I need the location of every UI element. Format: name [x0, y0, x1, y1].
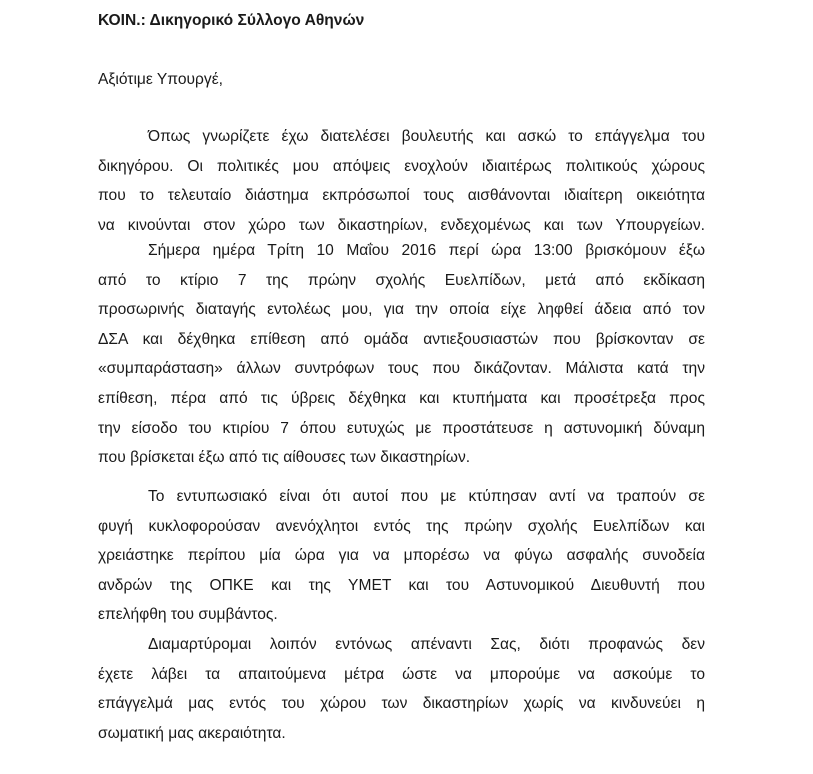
- text-line: προσωρινής διαταγής εντολέως μου, για την οποία είχε ληφθεί άδεια από τον: [98, 301, 705, 319]
- cc-line: ΚΟΙΝ.: Δικηγορικό Σύλλογο Αθηνών: [98, 12, 365, 29]
- salutation: Αξιότιμε Υπουργέ,: [98, 71, 224, 88]
- text-line: χρειάστηκε περίπου μία ώρα για να μπορέσω να φύγω ασφαλής συνοδεία: [98, 547, 705, 565]
- text-line: «συμπαράσταση» άλλων συντρόφων τους που δικάζονταν. Μάλιστα κατά την: [98, 360, 705, 378]
- text-line: ανδρών της ΟΠΚΕ και της ΥΜΕΤ και του Αστυνομικού Διευθυντή που: [98, 576, 705, 594]
- text-line: Διαμαρτύρομαι λοιπόν εντόνως απέναντι Σας, διότι προφανώς δεν: [148, 635, 705, 653]
- text-line: επίθεση, πέρα από τις ύβρεις δέχθηκα και κτυπήματα και προσέτρεξα προς: [98, 389, 705, 407]
- text-line: έχετε λάβει τα απαιτούμενα μέτρα ώστε να μπορούμε να ασκούμε το: [98, 665, 705, 683]
- text-line: την είσοδο του κτιρίου 7 όπου ευτυχώς με προστάτευσε η αστυνομική δύναμη: [98, 419, 705, 437]
- text-line: Το εντυπωσιακό είναι ότι αυτοί που με κτύπησαν αντί να τραπούν σε: [148, 488, 705, 505]
- paragraph-3: [98, 482, 705, 748]
- text-line: να κινούνται στον χώρο των δικαστηρίων, ενδεχομένως και των Υπουργείων.: [98, 216, 705, 234]
- text-line: που το τελευταίο διάστημα εκπρόσωποί τους αισθάνονται ιδιαίτερη οικειότητα: [98, 187, 705, 205]
- text-line: Σήμερα ημέρα Τρίτη 10 Μαΐου 2016 περί ώρα 13:00 βρισκόμουν έξω: [148, 242, 705, 259]
- text-line: επελήφθη του συμβάντος.: [98, 606, 278, 624]
- paragraph-2: [98, 236, 705, 473]
- text-line: που βρίσκεται έξω από τις αίθουσες των δικαστηρίων.: [98, 449, 471, 467]
- text-line: επάγγελμά μας εντός του χώρου των δικαστηρίων χωρίς να κινδυνεύει η: [98, 695, 705, 713]
- text-line: φυγή κυκλοφορούσαν ανενόχλητοι εντός της πρώην σχολής Ευελπίδων και: [98, 517, 705, 535]
- text-line: σωματική μας ακεραιότητα.: [98, 724, 286, 742]
- text-line: ΔΣΑ και δέχθηκα επίθεση από ομάδα αντιεξουσιαστών που βρίσκονταν σε: [98, 330, 705, 348]
- text-line: Όπως γνωρίζετε έχω διατελέσει βουλευτής και ασκώ το επάγγελμα του: [148, 128, 705, 145]
- text-line: από το κτίριο 7 της πρώην σχολής Ευελπίδων, μετά από εκδίκαση: [98, 271, 705, 289]
- text-line: δικηγόρου. Οι πολιτικές μου απόψεις ενοχλούν ιδιαιτέρως πολιτικούς χώρους: [98, 157, 705, 175]
- paragraph-1: [98, 122, 705, 240]
